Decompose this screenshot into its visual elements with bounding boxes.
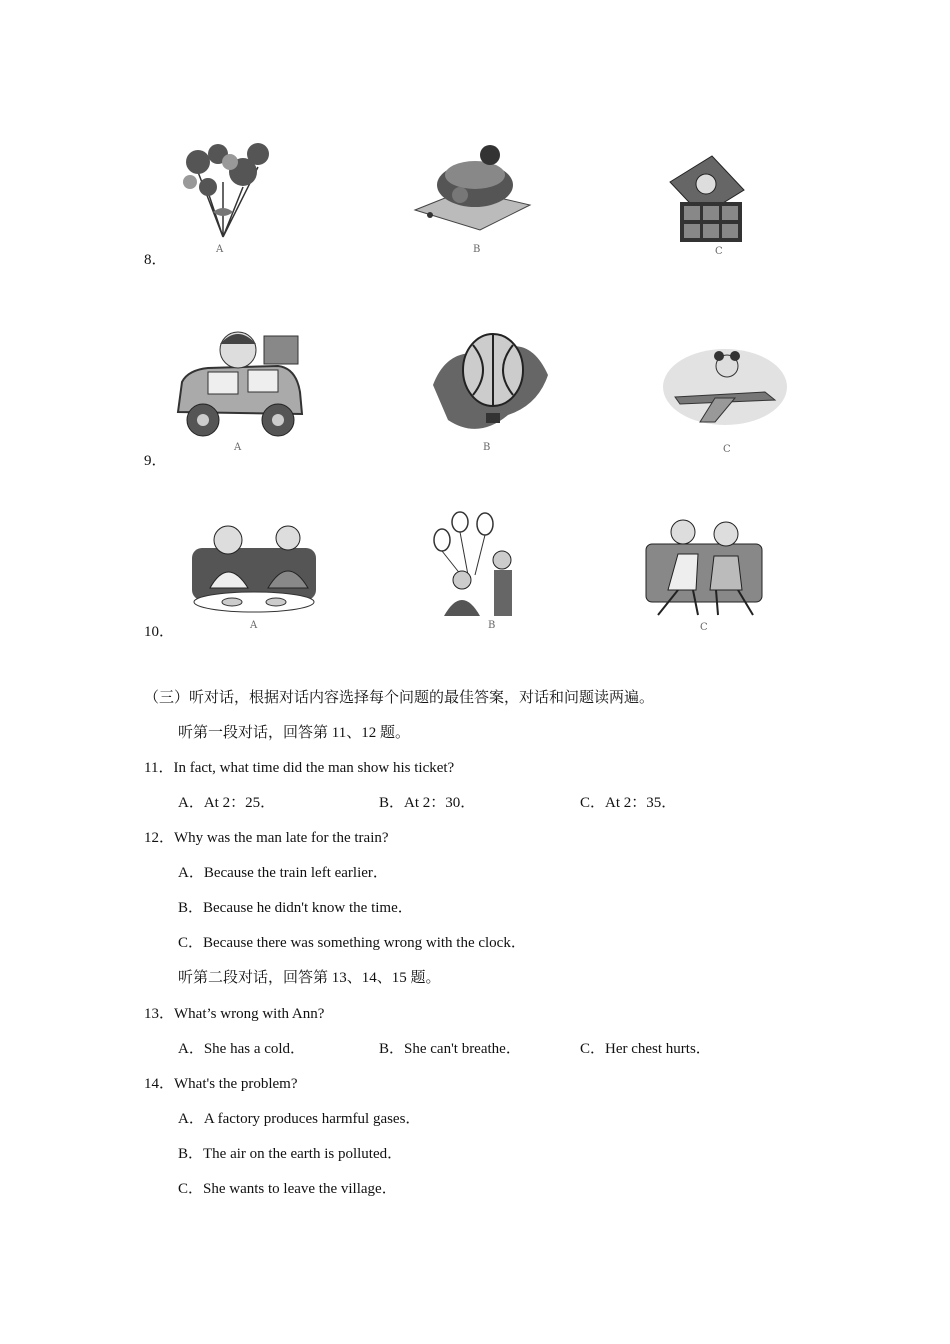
question-11 [144, 756, 454, 777]
option-caption: B [488, 620, 496, 631]
option-caption: A [250, 620, 258, 631]
question-text: In fact, what time did the man show his ticket? [173, 760, 455, 776]
dinner-couple-icon [188, 518, 320, 616]
question-text: What's the problem? [174, 1076, 298, 1092]
question-9-number: 9． [144, 453, 167, 469]
question-number: 12． [144, 830, 175, 846]
q14-option-b: B．The air on the earth is polluted． [178, 1146, 403, 1162]
option-caption: B [483, 442, 491, 453]
q12-option-c: C．Because there was something wrong with the clock． [178, 935, 526, 951]
question-14 [144, 1072, 298, 1093]
q11-option-b: B．At 2：30． [379, 795, 476, 811]
question-number: 13． [144, 1006, 175, 1022]
q12-option-b: B．Because he didn't know the time． [178, 900, 413, 916]
airplane-icon [655, 342, 790, 432]
q14-option-c: C．She wants to leave the village． [178, 1181, 397, 1197]
car-trip-icon [168, 322, 308, 440]
option-caption: B [473, 244, 481, 255]
option-caption: C [700, 622, 708, 633]
option-caption: A [234, 442, 242, 453]
section-3-heading: （三）听对话，根据对话内容选择每个问题的最佳答案，对话和问题读两遍。 [144, 690, 655, 706]
q12-option-a: A．Because the train left earlier． [178, 865, 388, 881]
chocolate-box-icon [666, 152, 746, 244]
couple-watching-tv-icon [638, 510, 770, 620]
q14-option-a: A．A factory produces harmful gases． [178, 1111, 421, 1127]
q13-option-b: B．She can't breathe． [379, 1041, 521, 1057]
party-balloons-icon [430, 510, 530, 618]
question-text: Why was the man late for the train? [174, 830, 389, 846]
q11-option-a: A．At 2：25． [178, 795, 276, 811]
cake-icon [410, 140, 535, 235]
question-text: What’s wrong with Ann? [174, 1006, 325, 1022]
hot-air-balloon-icon [428, 325, 553, 440]
question-number: 11． [144, 760, 174, 776]
question-8-number: 8． [144, 252, 167, 268]
flower-bouquet-icon [168, 132, 278, 242]
q13-option-a: A．She has a cold． [178, 1041, 306, 1057]
question-13 [144, 1002, 324, 1023]
q11-option-c: C．At 2：35． [580, 795, 677, 811]
dialogue-1-intro: 听第一段对话，回答第 11、12 题。 [178, 725, 410, 741]
question-number: 14． [144, 1076, 175, 1092]
option-caption: C [715, 246, 723, 257]
q13-option-c: C．Her chest hurts． [580, 1041, 711, 1057]
question-10-number: 10． [144, 624, 175, 640]
dialogue-2-intro: 听第二段对话，回答第 13、14、15 题。 [178, 970, 441, 986]
option-caption: A [216, 244, 224, 255]
option-caption: C [723, 444, 731, 455]
question-12 [144, 826, 389, 847]
